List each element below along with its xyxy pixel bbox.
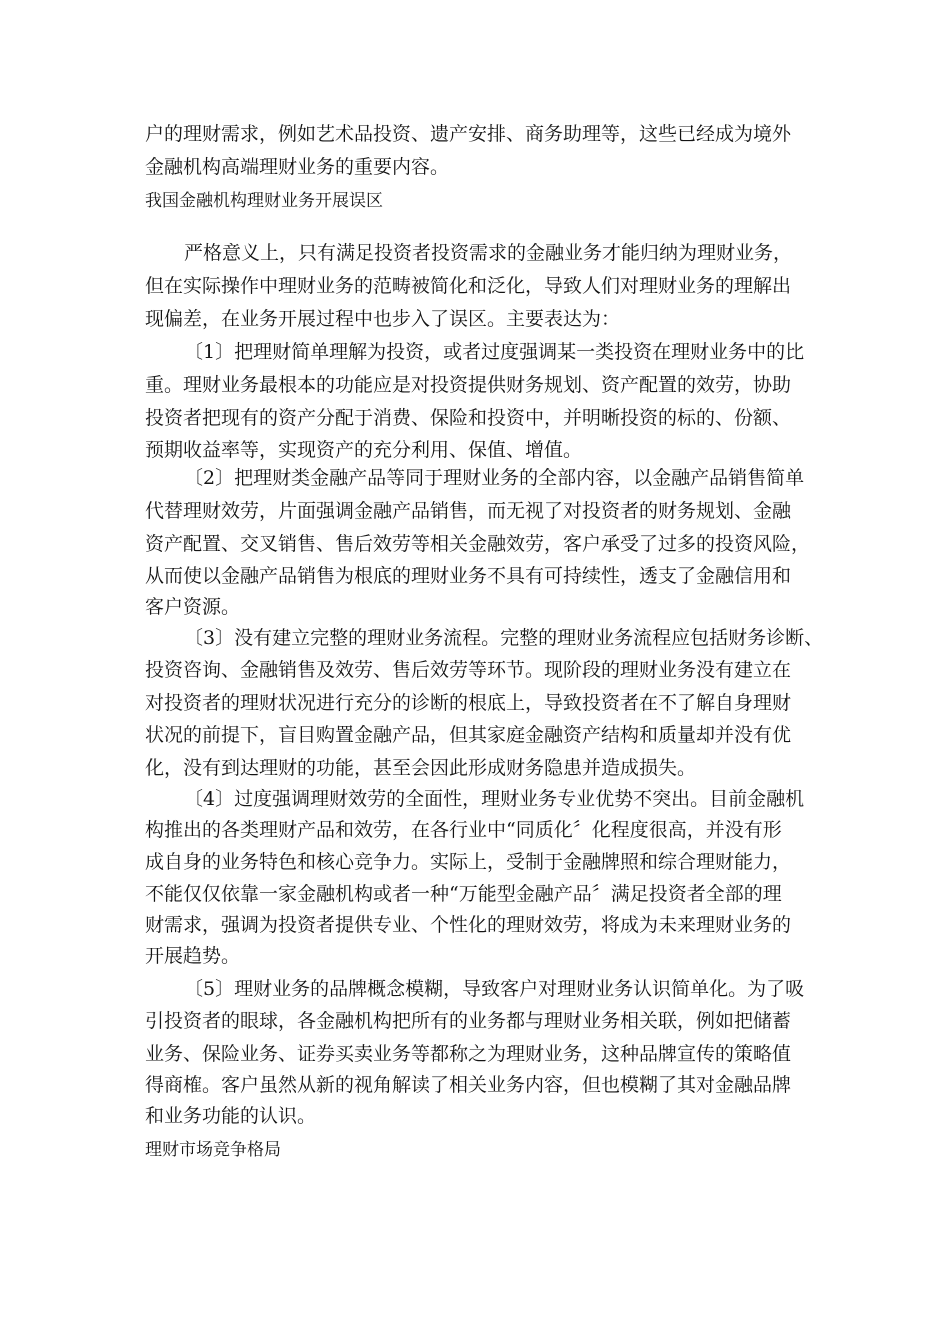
para-2-line-1: 〔2〕把理财类金融产品等同于理财业务的全部内容，以金融产品销售简单	[184, 467, 805, 489]
para-3-line-5: 化，没有到达理财的功能，甚至会因此形成财务隐患并造成损失。	[145, 757, 697, 779]
para-2-line-4: 从而使以金融产品销售为根底的理财业务不具有可持续性，透支了金融信用和	[145, 565, 792, 587]
section-heading-competition: 理财市场竞争格局	[145, 1140, 281, 1160]
para-4-line-2: 构推出的各类理财产品和效劳，在各行业中“同质化〞化程度很高，并没有形	[145, 819, 782, 841]
para-1-line-2: 重。理财业务最根本的功能应是对投资提供财务规划、资产配置的效劳，协助	[145, 374, 792, 396]
para-intro-line-3: 现偏差，在业务开展过程中也步入了误区。主要表达为：	[145, 308, 621, 330]
para-5-line-2: 引投资者的眼球，各金融机构把所有的业务都与理财业务相关联，例如把储蓄	[145, 1010, 792, 1032]
intro-line-2: 金融机构高端理财业务的重要内容。	[145, 156, 450, 178]
para-4-line-3: 成自身的业务特色和核心竞争力。实际上，受制于金融牌照和综合理财能力，	[145, 851, 792, 873]
para-4-line-5: 财需求，强调为投资者提供专业、个性化的理财效劳，将成为未来理财业务的	[145, 914, 792, 936]
para-3-line-2: 投资咨询、金融销售及效劳、售后效劳等环节。现阶段的理财业务没有建立在	[145, 659, 792, 681]
para-1-line-4: 预期收益率等，实现资产的充分利用、保值、增值。	[145, 439, 583, 461]
para-3-line-3: 对投资者的理财状况进行充分的诊断的根底上，导致投资者在不了解自身理财	[145, 692, 792, 714]
para-5-line-3: 业务、保险业务、证券买卖业务等都称之为理财业务，这种品牌宣传的策略值	[145, 1043, 792, 1065]
para-4-line-4: 不能仅仅依靠一家金融机构或者一种“万能型金融产品〞满足投资者全部的理	[145, 883, 782, 905]
para-1-line-1: 〔1〕把理财简单理解为投资，或者过度强调某一类投资在理财业务中的比	[184, 341, 805, 363]
para-4-line-1: 〔4〕过度强调理财效劳的全面性，理财业务专业优势不突出。目前金融机	[184, 788, 805, 810]
section-heading-misconceptions: 我国金融机构理财业务开展误区	[145, 191, 383, 211]
para-intro-line-2: 但在实际操作中理财业务的范畴被简化和泛化，导致人们对理财业务的理解出	[145, 275, 792, 297]
para-3-line-4: 状况的前提下，盲目购置金融产品，但其家庭金融资产结构和质量却并没有优	[145, 724, 792, 746]
para-5-line-4: 得商榷。客户虽然从新的视角解读了相关业务内容，但也模糊了其对金融品牌	[145, 1074, 792, 1096]
para-1-line-3: 投资者把现有的资产分配于消费、保险和投资中，并明晰投资的标的、份额、	[145, 407, 792, 429]
para-5-line-5: 和业务功能的认识。	[145, 1105, 317, 1127]
para-2-line-3: 资产配置、交叉销售、售后效劳等相关金融效劳，客户承受了过多的投资风险，	[145, 533, 811, 555]
para-4-line-6: 开展趋势。	[145, 945, 241, 967]
para-3-line-1: 〔3〕没有建立完整的理财业务流程。完整的理财业务流程应包括财务诊断、	[184, 627, 824, 649]
para-2-line-5: 客户资源。	[145, 596, 241, 618]
para-intro-line-1: 严格意义上，只有满足投资者投资需求的金融业务才能归纳为理财业务，	[184, 242, 793, 264]
intro-line-1: 户的理财需求，例如艺术品投资、遗产安排、商务助理等，这些已经成为境外	[145, 123, 792, 145]
para-5-line-1: 〔5〕理财业务的品牌概念模糊，导致客户对理财业务认识简单化。为了吸	[184, 978, 805, 1000]
para-2-line-2: 代替理财效劳，片面强调金融产品销售，而无视了对投资者的财务规划、金融	[145, 500, 792, 522]
